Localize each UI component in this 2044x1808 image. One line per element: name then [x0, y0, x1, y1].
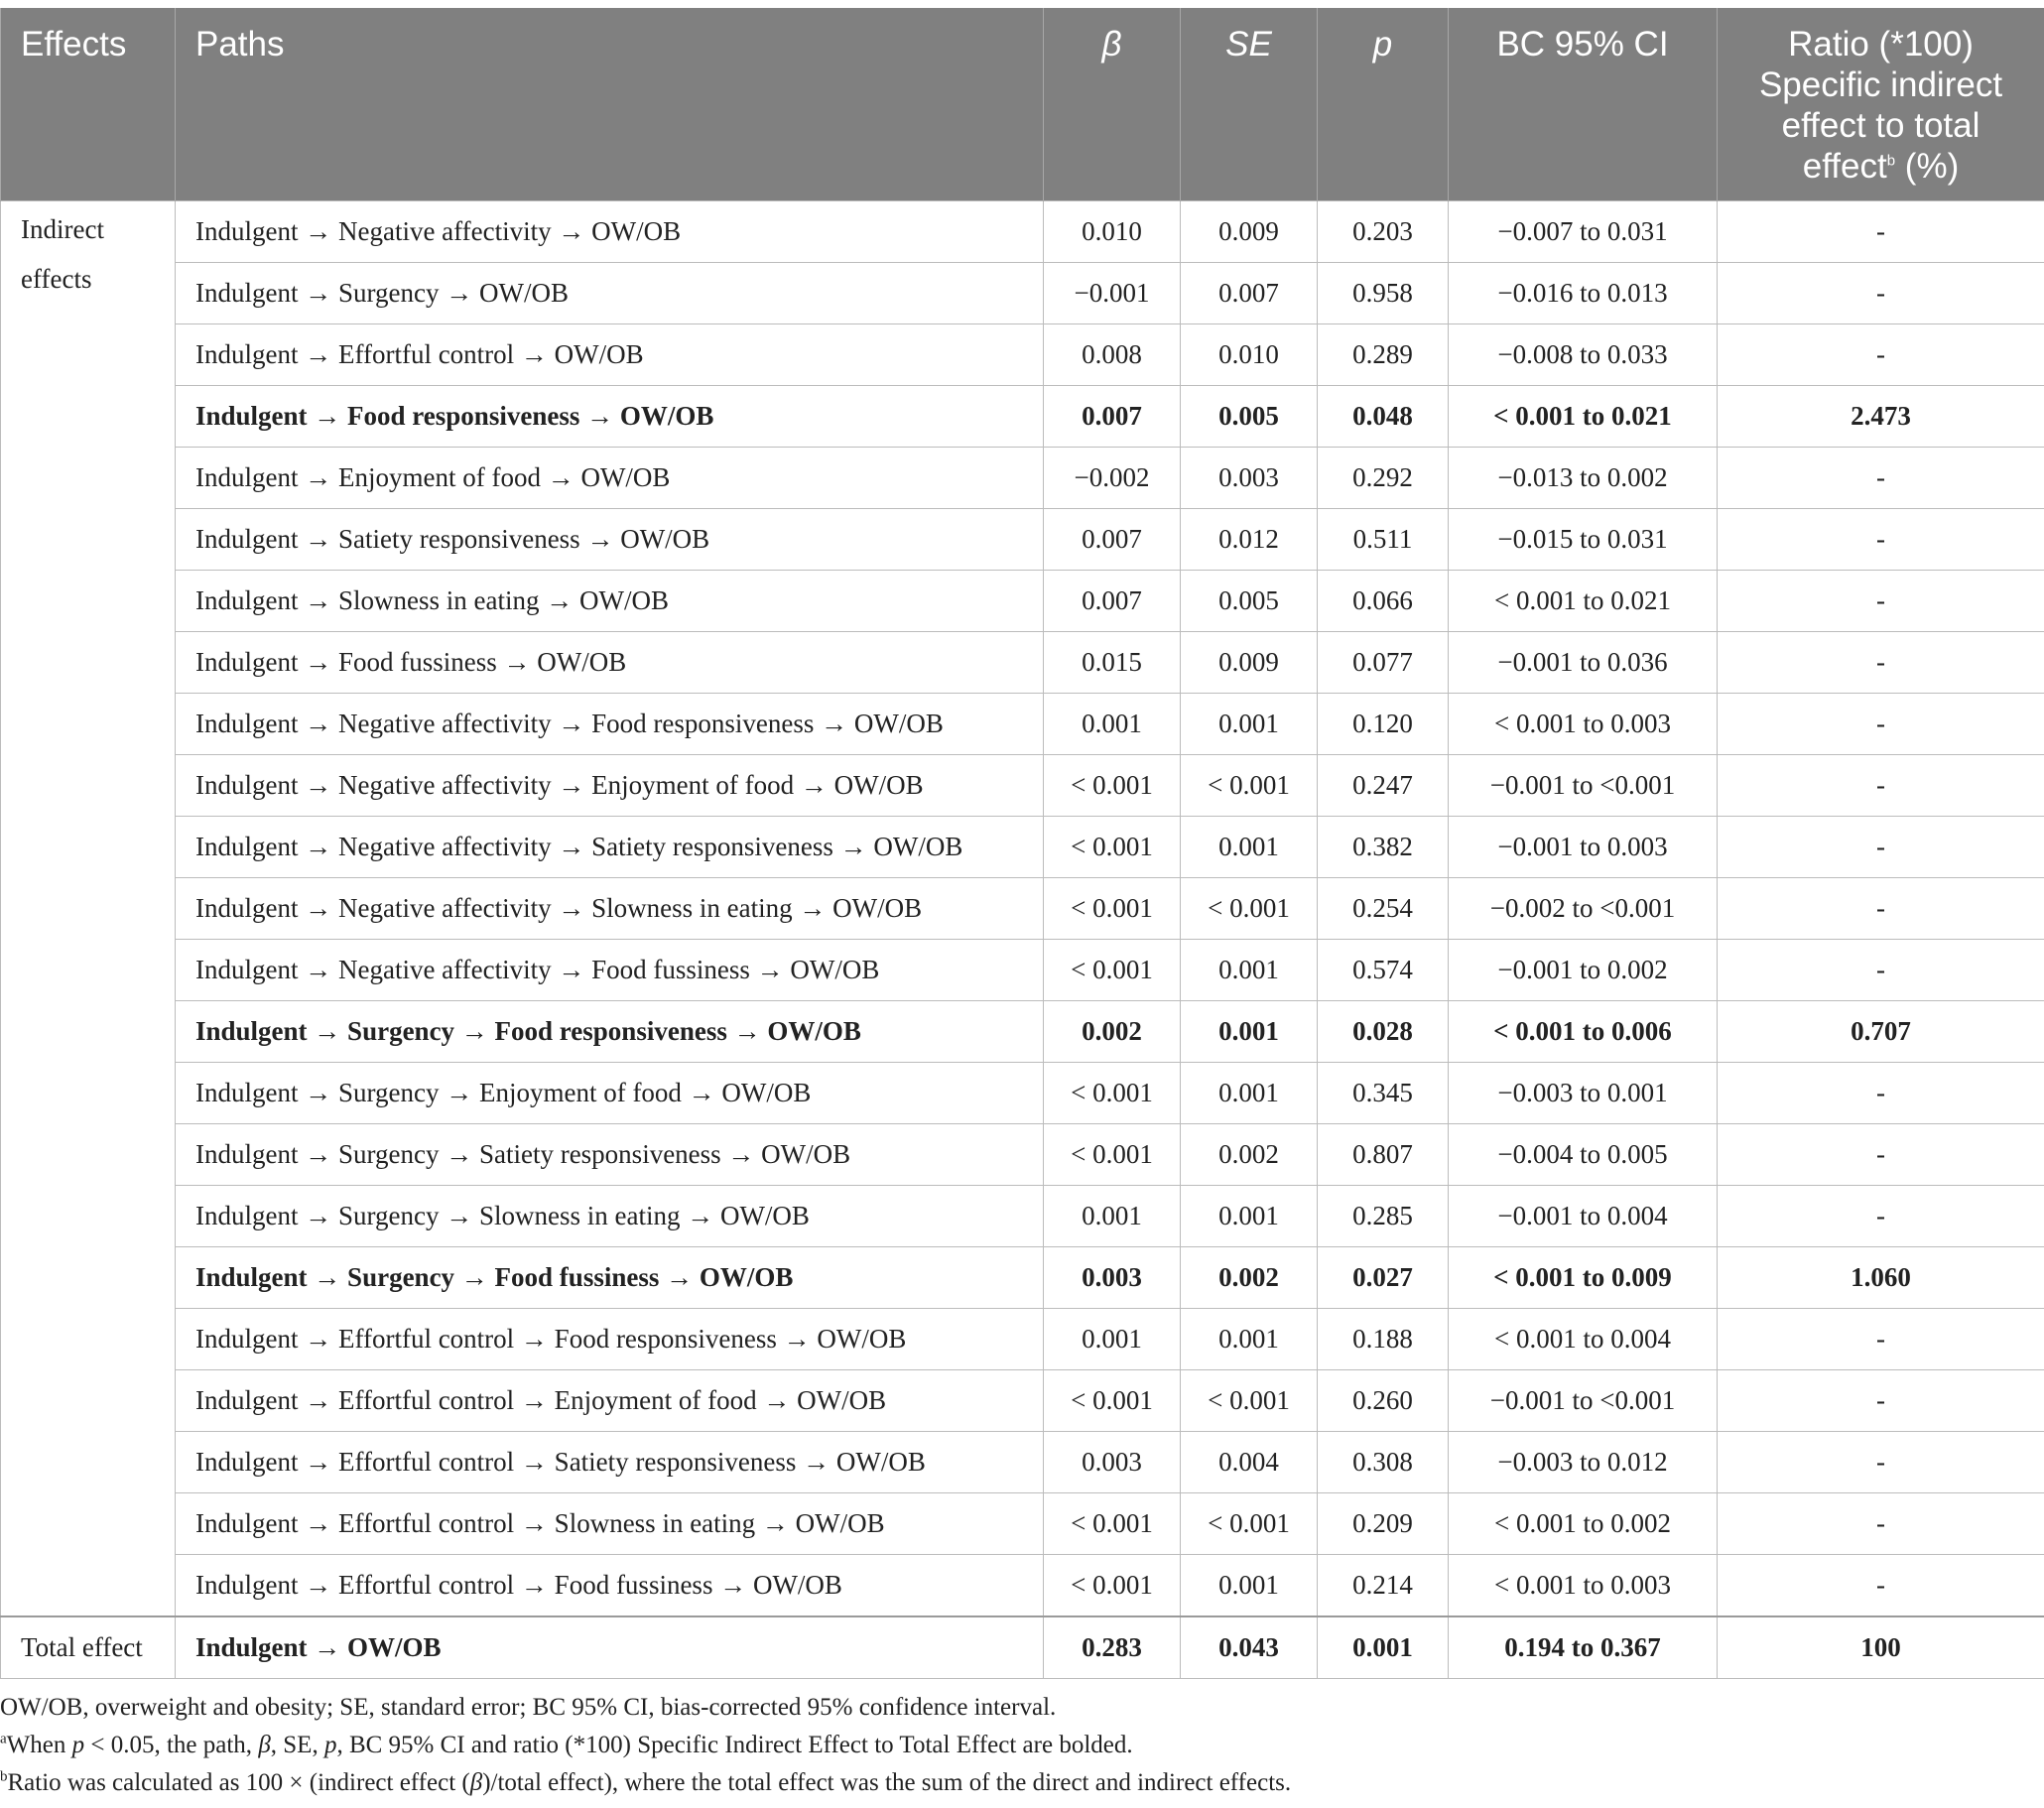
ratio-cell: -	[1718, 1555, 2044, 1617]
ci-cell: −0.001 to <0.001	[1449, 755, 1718, 817]
ci-cell: −0.001 to 0.002	[1449, 940, 1718, 1001]
ci-cell: −0.003 to 0.012	[1449, 1432, 1718, 1493]
header-ratio-line1: Ratio (*100)	[1788, 25, 1974, 64]
se-cell: 0.009	[1181, 632, 1318, 694]
table-row	[1, 940, 2044, 1001]
p-cell: 0.048	[1318, 386, 1449, 448]
header-p: p	[1318, 8, 1449, 201]
header-effects: Effects	[1, 8, 176, 201]
table-row	[1, 817, 2044, 878]
path-cell: Indulgent → Effortful control → OW/OB	[176, 324, 1044, 386]
ci-cell: −0.003 to 0.001	[1449, 1063, 1718, 1124]
table-row	[1, 1309, 2044, 1370]
table-row	[1, 386, 2044, 448]
p-cell: 0.214	[1318, 1555, 1449, 1617]
beta-cell: < 0.001	[1044, 817, 1181, 878]
group-label-total: Total effect	[1, 1616, 176, 1679]
se-cell: 0.001	[1181, 694, 1318, 755]
se-cell: 0.004	[1181, 1432, 1318, 1493]
path-cell: Indulgent → Effortful control → Food responsiveness → OW/OB	[176, 1309, 1044, 1370]
ci-cell: < 0.001 to 0.003	[1449, 694, 1718, 755]
p-cell: 0.188	[1318, 1309, 1449, 1370]
p-cell: 0.209	[1318, 1493, 1449, 1555]
se-cell: 0.012	[1181, 509, 1318, 571]
ratio-cell: 100	[1718, 1616, 2044, 1679]
table-row	[1, 263, 2044, 324]
p-cell: 0.958	[1318, 263, 1449, 324]
footnote-abbreviations: OW/OB, overweight and obesity; SE, standard error; BC 95% CI, bias-corrected 95% confidence interval.	[0, 1694, 1057, 1721]
header-ratio	[1718, 8, 2044, 201]
ratio-cell: -	[1718, 817, 2044, 878]
ratio-cell: -	[1718, 694, 2044, 755]
path-cell: Indulgent → Surgency → Food fussiness → OW/OB	[176, 1247, 1044, 1309]
beta-cell: 0.008	[1044, 324, 1181, 386]
footnote-b-marker: b	[1886, 152, 1896, 170]
path-cell: Indulgent → Effortful control → Food fussiness → OW/OB	[176, 1555, 1044, 1617]
footnote-b: $^b$Ratio was calculated as 100 × (indirect effect (β)/total effect), where the total effect was the sum of the direct and indirect effects.	[0, 1768, 1292, 1796]
p-cell: 0.289	[1318, 324, 1449, 386]
path-cell: Indulgent → Negative affectivity → Satiety responsiveness → OW/OB	[176, 817, 1044, 878]
ci-cell: < 0.001 to 0.004	[1449, 1309, 1718, 1370]
path-cell: Indulgent → Effortful control → Enjoyment of food → OW/OB	[176, 1370, 1044, 1432]
se-cell: < 0.001	[1181, 1370, 1318, 1432]
se-cell: 0.001	[1181, 1063, 1318, 1124]
ci-cell: < 0.001 to 0.006	[1449, 1001, 1718, 1063]
p-cell: 0.574	[1318, 940, 1449, 1001]
ratio-cell: 1.060	[1718, 1247, 2044, 1309]
beta-cell: < 0.001	[1044, 940, 1181, 1001]
header-ratio-line2: Specific indirect	[1758, 65, 2003, 104]
p-cell: 0.120	[1318, 694, 1449, 755]
table-row	[1, 1370, 2044, 1432]
ratio-cell: -	[1718, 324, 2044, 386]
p-cell: 0.285	[1318, 1186, 1449, 1247]
se-cell: 0.001	[1181, 1309, 1318, 1370]
p-cell: 0.260	[1318, 1370, 1449, 1432]
path-cell: Indulgent → Satiety responsiveness → OW/OB	[176, 509, 1044, 571]
path-cell: Indulgent → Enjoyment of food → OW/OB	[176, 448, 1044, 509]
table-row	[1, 632, 2044, 694]
se-cell: 0.003	[1181, 448, 1318, 509]
beta-cell: 0.283	[1044, 1616, 1181, 1679]
ratio-cell: -	[1718, 1493, 2044, 1555]
p-cell: 0.382	[1318, 817, 1449, 878]
table-row	[1, 1247, 2044, 1309]
beta-cell: 0.001	[1044, 1309, 1181, 1370]
path-cell: Indulgent → Surgency → Food responsiveness → OW/OB	[176, 1001, 1044, 1063]
ratio-cell: -	[1718, 1186, 2044, 1247]
header-ci: BC 95% CI	[1449, 8, 1718, 201]
beta-cell: < 0.001	[1044, 878, 1181, 940]
beta-cell: 0.015	[1044, 632, 1181, 694]
beta-cell: < 0.001	[1044, 755, 1181, 817]
beta-cell: 0.003	[1044, 1432, 1181, 1493]
table-row	[1, 201, 2044, 263]
se-cell: 0.005	[1181, 571, 1318, 632]
table-row	[1, 1493, 2044, 1555]
ratio-cell: -	[1718, 571, 2044, 632]
se-cell: 0.001	[1181, 1186, 1318, 1247]
beta-cell: < 0.001	[1044, 1493, 1181, 1555]
header-beta: β	[1044, 8, 1181, 201]
mediation-effects-table	[0, 8, 2044, 1679]
ci-cell: −0.008 to 0.033	[1449, 324, 1718, 386]
se-cell: 0.010	[1181, 324, 1318, 386]
ratio-cell: -	[1718, 201, 2044, 263]
beta-cell: 0.010	[1044, 201, 1181, 263]
path-cell: Indulgent → Negative affectivity → Slowness in eating → OW/OB	[176, 878, 1044, 940]
beta-cell: −0.002	[1044, 448, 1181, 509]
header-row	[1, 8, 2044, 201]
se-cell: 0.009	[1181, 201, 1318, 263]
path-cell: Indulgent → OW/OB	[176, 1616, 1044, 1679]
ci-cell: −0.001 to 0.004	[1449, 1186, 1718, 1247]
beta-cell: < 0.001	[1044, 1555, 1181, 1617]
p-cell: 0.027	[1318, 1247, 1449, 1309]
table-row	[1, 1432, 2044, 1493]
ratio-cell: -	[1718, 263, 2044, 324]
p-cell: 0.292	[1318, 448, 1449, 509]
ratio-cell: 2.473	[1718, 386, 2044, 448]
se-cell: 0.001	[1181, 1001, 1318, 1063]
p-cell: 0.001	[1318, 1616, 1449, 1679]
table-row	[1, 1186, 2044, 1247]
p-cell: 0.807	[1318, 1124, 1449, 1186]
table-row	[1, 1124, 2044, 1186]
beta-cell: < 0.001	[1044, 1370, 1181, 1432]
table-row	[1, 1001, 2044, 1063]
ci-cell: 0.194 to 0.367	[1449, 1616, 1718, 1679]
ratio-cell: -	[1718, 1063, 2044, 1124]
path-cell: Indulgent → Slowness in eating → OW/OB	[176, 571, 1044, 632]
path-cell: Indulgent → Negative affectivity → OW/OB	[176, 201, 1044, 263]
header-ratio-line3: effect to total	[1781, 106, 1980, 145]
se-cell: < 0.001	[1181, 755, 1318, 817]
ratio-cell: -	[1718, 509, 2044, 571]
path-cell: Indulgent → Food responsiveness → OW/OB	[176, 386, 1044, 448]
beta-cell: < 0.001	[1044, 1063, 1181, 1124]
ci-cell: < 0.001 to 0.021	[1449, 386, 1718, 448]
se-cell: 0.001	[1181, 940, 1318, 1001]
ci-cell: −0.016 to 0.013	[1449, 263, 1718, 324]
p-cell: 0.247	[1318, 755, 1449, 817]
ratio-cell: -	[1718, 1432, 2044, 1493]
table-row	[1, 448, 2044, 509]
se-cell: 0.002	[1181, 1247, 1318, 1309]
table-row	[1, 1063, 2044, 1124]
table-row	[1, 755, 2044, 817]
path-cell: Indulgent → Surgency → Enjoyment of food → OW/OB	[176, 1063, 1044, 1124]
footnote-a: $^a$When p < 0.05, the path, β, SE, p, BC 95% CI and ratio (*100) Specific Indirect Effect to Total Effect are bolded.	[0, 1731, 1133, 1758]
p-cell: 0.308	[1318, 1432, 1449, 1493]
path-cell: Indulgent → Surgency → Satiety responsiveness → OW/OB	[176, 1124, 1044, 1186]
table-row	[1, 1555, 2044, 1617]
ratio-cell: -	[1718, 1309, 2044, 1370]
ratio-cell: -	[1718, 1124, 2044, 1186]
se-cell: 0.001	[1181, 1555, 1318, 1617]
ci-cell: < 0.001 to 0.009	[1449, 1247, 1718, 1309]
p-cell: 0.077	[1318, 632, 1449, 694]
beta-cell: −0.001	[1044, 263, 1181, 324]
path-cell: Indulgent → Food fussiness → OW/OB	[176, 632, 1044, 694]
ratio-cell: -	[1718, 878, 2044, 940]
total-effect-row	[1, 1616, 2044, 1679]
table-row	[1, 878, 2044, 940]
beta-cell: 0.007	[1044, 386, 1181, 448]
se-cell: 0.001	[1181, 817, 1318, 878]
header-paths: Paths	[176, 8, 1044, 201]
se-cell: 0.002	[1181, 1124, 1318, 1186]
beta-cell: 0.003	[1044, 1247, 1181, 1309]
path-cell: Indulgent → Negative affectivity → Food fussiness → OW/OB	[176, 940, 1044, 1001]
beta-cell: 0.001	[1044, 694, 1181, 755]
p-cell: 0.028	[1318, 1001, 1449, 1063]
ratio-cell: -	[1718, 755, 2044, 817]
beta-cell: 0.002	[1044, 1001, 1181, 1063]
ci-cell: −0.004 to 0.005	[1449, 1124, 1718, 1186]
p-cell: 0.066	[1318, 571, 1449, 632]
path-cell: Indulgent → Surgency → Slowness in eating → OW/OB	[176, 1186, 1044, 1247]
ratio-cell: -	[1718, 448, 2044, 509]
se-cell: < 0.001	[1181, 1493, 1318, 1555]
beta-cell: 0.007	[1044, 509, 1181, 571]
ci-cell: −0.013 to 0.002	[1449, 448, 1718, 509]
ci-cell: < 0.001 to 0.021	[1449, 571, 1718, 632]
table-footnotes	[0, 1689, 2044, 1802]
path-cell: Indulgent → Surgency → OW/OB	[176, 263, 1044, 324]
path-cell: Indulgent → Negative affectivity → Enjoyment of food → OW/OB	[176, 755, 1044, 817]
group-label-indirect: Indirect effects	[1, 201, 176, 1617]
table-row	[1, 571, 2044, 632]
se-cell: 0.043	[1181, 1616, 1318, 1679]
ratio-cell: -	[1718, 1370, 2044, 1432]
header-ratio-line4: effect	[1802, 147, 1887, 186]
beta-cell: < 0.001	[1044, 1124, 1181, 1186]
p-cell: 0.345	[1318, 1063, 1449, 1124]
ci-cell: −0.001 to 0.003	[1449, 817, 1718, 878]
path-cell: Indulgent → Negative affectivity → Food responsiveness → OW/OB	[176, 694, 1044, 755]
ratio-cell: -	[1718, 940, 2044, 1001]
header-ratio-unit: (%)	[1895, 147, 1960, 186]
table-row	[1, 509, 2044, 571]
ci-cell: < 0.001 to 0.002	[1449, 1493, 1718, 1555]
ci-cell: −0.001 to 0.036	[1449, 632, 1718, 694]
p-cell: 0.254	[1318, 878, 1449, 940]
table-row	[1, 694, 2044, 755]
ci-cell: −0.001 to <0.001	[1449, 1370, 1718, 1432]
path-cell: Indulgent → Effortful control → Slowness in eating → OW/OB	[176, 1493, 1044, 1555]
beta-cell: 0.007	[1044, 571, 1181, 632]
se-cell: 0.007	[1181, 263, 1318, 324]
ratio-cell: -	[1718, 632, 2044, 694]
ci-cell: −0.007 to 0.031	[1449, 201, 1718, 263]
beta-cell: 0.001	[1044, 1186, 1181, 1247]
path-cell: Indulgent → Effortful control → Satiety responsiveness → OW/OB	[176, 1432, 1044, 1493]
se-cell: 0.005	[1181, 386, 1318, 448]
ci-cell: −0.002 to <0.001	[1449, 878, 1718, 940]
se-cell: < 0.001	[1181, 878, 1318, 940]
p-cell: 0.511	[1318, 509, 1449, 571]
ci-cell: < 0.001 to 0.003	[1449, 1555, 1718, 1617]
table-row	[1, 324, 2044, 386]
header-se: SE	[1181, 8, 1318, 201]
p-cell: 0.203	[1318, 201, 1449, 263]
table-body	[1, 201, 2044, 1679]
ci-cell: −0.015 to 0.031	[1449, 509, 1718, 571]
ratio-cell: 0.707	[1718, 1001, 2044, 1063]
